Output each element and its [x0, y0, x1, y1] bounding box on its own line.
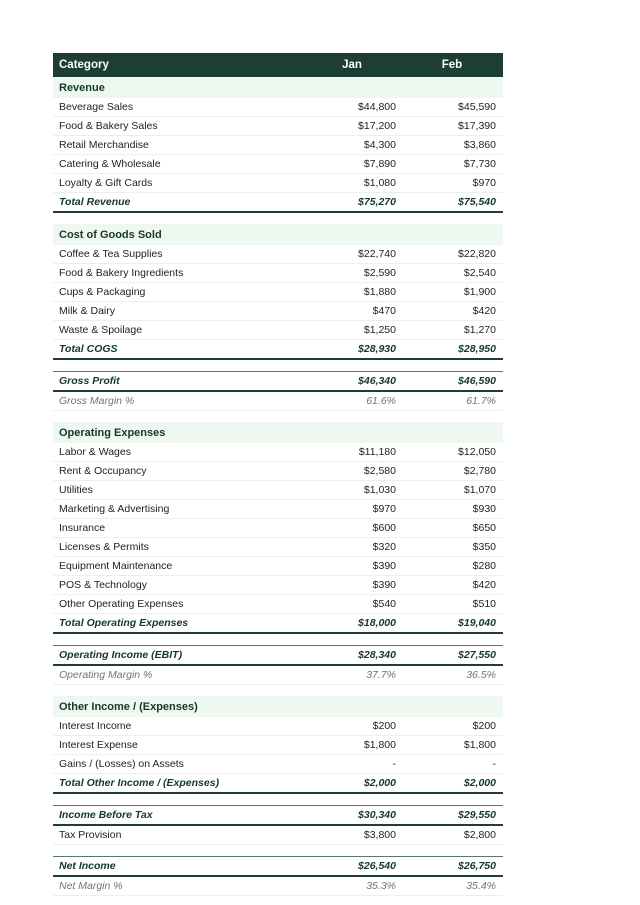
value-feb: $280 — [403, 557, 503, 576]
value-feb: - — [403, 755, 503, 774]
value-feb: $350 — [403, 538, 503, 557]
row-label: Licenses & Permits — [53, 538, 303, 557]
value-feb: $45,590 — [403, 98, 503, 117]
line-item-row[interactable] — [53, 755, 503, 774]
value-feb: $17,390 — [403, 117, 503, 136]
value-jan — [303, 224, 403, 245]
value-feb: $420 — [403, 576, 503, 595]
row-label: Tax Provision — [53, 825, 303, 845]
row-label: Interest Expense — [53, 736, 303, 755]
spacer-row — [53, 212, 503, 224]
value-jan — [303, 696, 403, 717]
value-feb: $28,950 — [403, 340, 503, 360]
line-item-row[interactable] — [53, 736, 503, 755]
spacer-row — [53, 685, 503, 697]
header-row — [53, 53, 503, 77]
row-label: Retail Merchandise — [53, 136, 303, 155]
subtotal-row[interactable] — [53, 646, 503, 666]
value-feb: $27,550 — [403, 646, 503, 666]
row-label: Gains / (Losses) on Assets — [53, 755, 303, 774]
row-label: Total Operating Expenses — [53, 614, 303, 634]
value-jan: $1,030 — [303, 481, 403, 500]
row-label: Other Income / (Expenses) — [53, 696, 303, 717]
spacer-row — [53, 633, 503, 646]
line-item-row[interactable] — [53, 155, 503, 174]
total-row[interactable] — [53, 193, 503, 213]
row-label: Income Before Tax — [53, 806, 303, 826]
value-jan: 61.6% — [303, 391, 403, 411]
spacer-cell — [53, 411, 503, 423]
value-feb: $22,820 — [403, 245, 503, 264]
spacer-cell — [53, 685, 503, 697]
value-jan: $200 — [303, 717, 403, 736]
spacer-cell — [53, 212, 503, 224]
line-item-row[interactable] — [53, 538, 503, 557]
row-label: Utilities — [53, 481, 303, 500]
value-feb: $510 — [403, 595, 503, 614]
spacer-cell — [53, 633, 503, 646]
value-jan: $540 — [303, 595, 403, 614]
row-label: Total Other Income / (Expenses) — [53, 774, 303, 794]
value-jan: $22,740 — [303, 245, 403, 264]
row-label: Other Operating Expenses — [53, 595, 303, 614]
income-statement-sheet — [53, 53, 503, 896]
line-item-row[interactable] — [53, 302, 503, 321]
line-item-row[interactable] — [53, 519, 503, 538]
subtotal-row[interactable] — [53, 372, 503, 392]
value-jan: $30,340 — [303, 806, 403, 826]
value-jan: $2,580 — [303, 462, 403, 481]
value-feb: $1,070 — [403, 481, 503, 500]
line-item-row[interactable] — [53, 557, 503, 576]
value-jan: $970 — [303, 500, 403, 519]
value-jan: $2,000 — [303, 774, 403, 794]
value-jan: 35.3% — [303, 876, 403, 896]
line-item-row[interactable] — [53, 264, 503, 283]
margin-row[interactable] — [53, 665, 503, 685]
line-item-row[interactable] — [53, 576, 503, 595]
line-item-row[interactable] — [53, 500, 503, 519]
row-label: Operating Expenses — [53, 422, 303, 443]
value-jan: $2,590 — [303, 264, 403, 283]
value-feb: 61.7% — [403, 391, 503, 411]
value-feb — [403, 77, 503, 98]
value-jan — [303, 77, 403, 98]
spacer-row — [53, 411, 503, 423]
table-header — [53, 53, 503, 77]
row-label: Loyalty & Gift Cards — [53, 174, 303, 193]
value-feb: $650 — [403, 519, 503, 538]
row-label: Insurance — [53, 519, 303, 538]
value-jan — [303, 422, 403, 443]
row-label: Revenue — [53, 77, 303, 98]
total-row[interactable] — [53, 340, 503, 360]
value-feb: $29,550 — [403, 806, 503, 826]
column-header-category[interactable]: Category — [53, 53, 303, 77]
value-jan: $7,890 — [303, 155, 403, 174]
value-feb: $930 — [403, 500, 503, 519]
line-item-row[interactable] — [53, 245, 503, 264]
row-label: Rent & Occupancy — [53, 462, 303, 481]
value-feb: $2,800 — [403, 825, 503, 845]
value-jan: $1,250 — [303, 321, 403, 340]
row-label: Gross Profit — [53, 372, 303, 392]
row-label: Waste & Spoilage — [53, 321, 303, 340]
row-label: Gross Margin % — [53, 391, 303, 411]
row-label: Cups & Packaging — [53, 283, 303, 302]
value-feb: $46,590 — [403, 372, 503, 392]
line-item-row[interactable] — [53, 595, 503, 614]
value-jan: $28,930 — [303, 340, 403, 360]
column-header-feb[interactable]: Feb — [403, 53, 503, 77]
row-label: Labor & Wages — [53, 443, 303, 462]
line-item-row[interactable] — [53, 98, 503, 117]
value-jan: $4,300 — [303, 136, 403, 155]
line-item-row[interactable] — [53, 283, 503, 302]
spacer-cell — [53, 793, 503, 806]
row-label: POS & Technology — [53, 576, 303, 595]
income-statement-table — [53, 53, 503, 896]
value-jan: $44,800 — [303, 98, 403, 117]
total-row[interactable] — [53, 774, 503, 794]
spacer-cell — [53, 359, 503, 372]
value-jan: $390 — [303, 576, 403, 595]
value-feb: $3,860 — [403, 136, 503, 155]
value-jan: $28,340 — [303, 646, 403, 666]
row-label: Food & Bakery Ingredients — [53, 264, 303, 283]
value-jan: $1,080 — [303, 174, 403, 193]
value-feb: $970 — [403, 174, 503, 193]
column-header-jan[interactable]: Jan — [303, 53, 403, 77]
value-jan: $390 — [303, 557, 403, 576]
line-item-row[interactable] — [53, 443, 503, 462]
row-label: Operating Margin % — [53, 665, 303, 685]
section-header-row[interactable] — [53, 696, 503, 717]
row-label: Interest Income — [53, 717, 303, 736]
value-feb: $1,900 — [403, 283, 503, 302]
row-label: Equipment Maintenance — [53, 557, 303, 576]
value-feb: $19,040 — [403, 614, 503, 634]
value-jan: $26,540 — [303, 857, 403, 877]
value-feb: $75,540 — [403, 193, 503, 213]
spacer-row — [53, 793, 503, 806]
line-item-row[interactable] — [53, 717, 503, 736]
value-feb: $2,780 — [403, 462, 503, 481]
margin-row[interactable] — [53, 391, 503, 411]
row-label: Cost of Goods Sold — [53, 224, 303, 245]
value-feb: $1,270 — [403, 321, 503, 340]
value-feb — [403, 696, 503, 717]
value-feb: $2,000 — [403, 774, 503, 794]
value-feb — [403, 422, 503, 443]
value-feb: $12,050 — [403, 443, 503, 462]
value-feb: 35.4% — [403, 876, 503, 896]
section-header-row[interactable] — [53, 77, 503, 98]
row-label: Food & Bakery Sales — [53, 117, 303, 136]
value-feb: $26,750 — [403, 857, 503, 877]
line-item-row[interactable] — [53, 117, 503, 136]
value-feb: $1,800 — [403, 736, 503, 755]
value-jan: 37.7% — [303, 665, 403, 685]
value-jan: $46,340 — [303, 372, 403, 392]
row-label: Beverage Sales — [53, 98, 303, 117]
value-jan: $3,800 — [303, 825, 403, 845]
value-jan: $18,000 — [303, 614, 403, 634]
value-jan: $75,270 — [303, 193, 403, 213]
spacer-row — [53, 359, 503, 372]
row-label: Total Revenue — [53, 193, 303, 213]
row-label: Catering & Wholesale — [53, 155, 303, 174]
value-jan: $470 — [303, 302, 403, 321]
line-item-row[interactable] — [53, 321, 503, 340]
row-label: Marketing & Advertising — [53, 500, 303, 519]
value-jan: $1,880 — [303, 283, 403, 302]
row-label: Operating Income (EBIT) — [53, 646, 303, 666]
value-feb: $7,730 — [403, 155, 503, 174]
spacer-cell — [53, 845, 503, 857]
value-feb: $200 — [403, 717, 503, 736]
row-label: Milk & Dairy — [53, 302, 303, 321]
total-row[interactable] — [53, 614, 503, 634]
line-item-row[interactable] — [53, 481, 503, 500]
row-label: Coffee & Tea Supplies — [53, 245, 303, 264]
spacer-row — [53, 845, 503, 857]
line-item-row[interactable] — [53, 136, 503, 155]
value-feb — [403, 224, 503, 245]
row-label: Total COGS — [53, 340, 303, 360]
value-jan: $11,180 — [303, 443, 403, 462]
value-jan: - — [303, 755, 403, 774]
subtotal-row[interactable] — [53, 857, 503, 877]
value-feb: $2,540 — [403, 264, 503, 283]
value-jan: $17,200 — [303, 117, 403, 136]
line-item-row[interactable] — [53, 174, 503, 193]
row-label: Net Margin % — [53, 876, 303, 896]
line-item-row[interactable] — [53, 462, 503, 481]
value-feb: 36.5% — [403, 665, 503, 685]
margin-row[interactable] — [53, 876, 503, 896]
value-jan: $600 — [303, 519, 403, 538]
subtotal-row[interactable] — [53, 806, 503, 826]
section-header-row[interactable] — [53, 422, 503, 443]
value-feb: $420 — [403, 302, 503, 321]
line-item-row[interactable] — [53, 825, 503, 845]
table-body — [53, 77, 503, 896]
section-header-row[interactable] — [53, 224, 503, 245]
row-label: Net Income — [53, 857, 303, 877]
value-jan: $320 — [303, 538, 403, 557]
value-jan: $1,800 — [303, 736, 403, 755]
